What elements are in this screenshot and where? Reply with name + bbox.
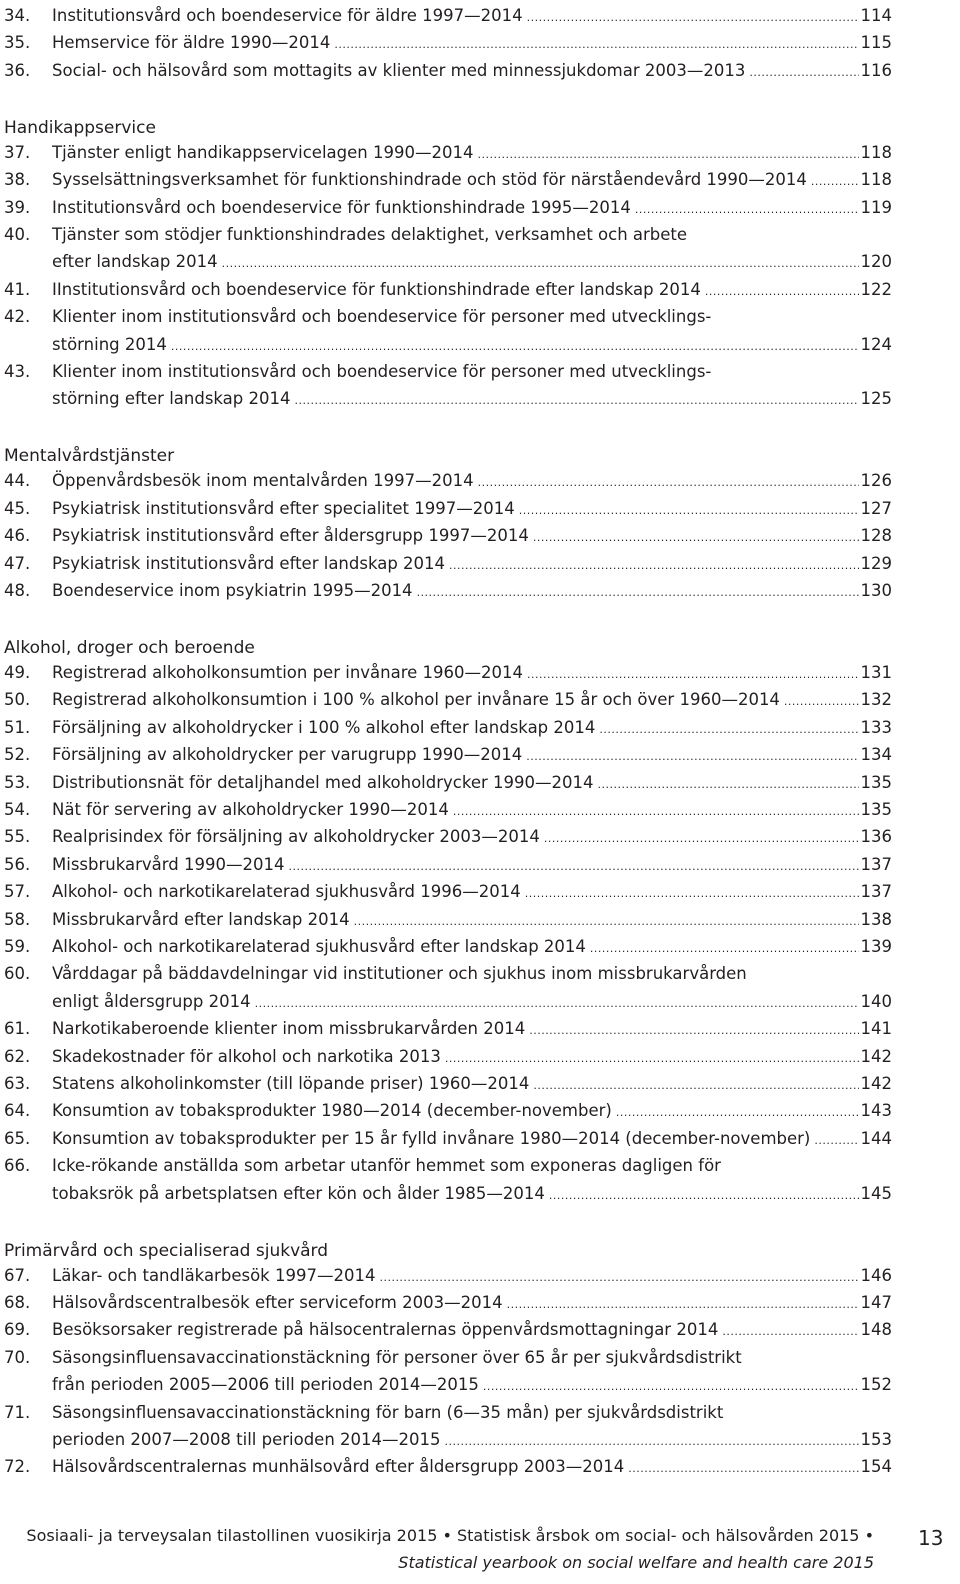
entry-title: Alkohol- och narkotikarelaterad sjukhusvård 1996—2014	[52, 882, 521, 902]
entry-page-number: 122	[860, 279, 892, 299]
dot-leader	[527, 661, 858, 688]
entry-page-number: 142	[860, 1046, 892, 1066]
entry-number: 63.	[4, 1074, 31, 1093]
toc-entry	[4, 303, 892, 330]
entry-title: Icke-rökande anställda som arbetar utanför hemmet som exponeras dagligen för	[52, 1156, 721, 1176]
entry-title: Registrerad alkoholkonsumtion per invånare 1960—2014	[52, 663, 524, 682]
entry-number: 34.	[4, 6, 31, 25]
entry-number: 39.	[4, 197, 31, 217]
entry-number: 42.	[4, 307, 31, 327]
entry-number: 67.	[4, 1265, 31, 1285]
toc-entry	[4, 823, 892, 850]
entry-line-with-leader	[52, 1453, 892, 1482]
entry-number: 71.	[4, 1402, 31, 1422]
entry-number: 58.	[4, 909, 31, 929]
entry-number: 51.	[4, 717, 31, 737]
entry-title: Psykiatrisk institutionsvård efter åldersgrupp 1997—2014	[52, 526, 529, 546]
entry-page-number: 118	[860, 170, 892, 190]
section-heading: Alkohol, droger och beroende	[4, 638, 255, 658]
dot-leader	[445, 1428, 859, 1455]
dot-leader	[590, 935, 859, 962]
entry-line-with-leader	[52, 385, 892, 414]
dot-leader	[295, 387, 859, 414]
entry-line-with-leader	[52, 659, 892, 688]
toc-entry	[4, 467, 892, 494]
entry-title: Konsumtion av tobaksprodukter 1980—2014 (december-november)	[52, 1101, 612, 1121]
toc-entry	[4, 194, 892, 221]
entry-title: IInstitutionsvård och boendeservice för funktionshindrade efter landskap 2014	[52, 279, 701, 299]
entry-line-with-leader	[52, 1262, 892, 1291]
entry-title: Tjänster enligt handikappservicelagen 1990—2014	[52, 142, 474, 162]
entry-page-number: 140	[860, 991, 892, 1011]
toc-entry	[4, 495, 892, 522]
dot-leader	[814, 1127, 858, 1154]
dot-leader	[526, 743, 858, 770]
entry-number: 52.	[4, 745, 31, 765]
toc-entry	[4, 686, 892, 713]
entry-title: Öppenvårdsbesök inom mentalvården 1997—2014	[52, 471, 474, 491]
dot-leader	[449, 552, 858, 579]
entry-title: Säsongsinfluensavaccinationstäckning för personer över 65 år per sjukvårdsdistrikt	[52, 1347, 742, 1367]
entry-line-with-leader	[52, 1289, 892, 1318]
toc-entry	[4, 878, 892, 905]
dot-leader	[722, 1318, 858, 1345]
entry-page-number: 129	[860, 553, 892, 573]
entry-line-with-leader	[52, 276, 892, 305]
entry-number: 37.	[4, 142, 31, 162]
entry-title: Hälsovårdscentralbesök efter serviceform 2003—2014	[52, 1293, 503, 1312]
toc-entry	[4, 358, 892, 385]
entry-number: 68.	[4, 1293, 31, 1312]
entry-number: 59.	[4, 937, 31, 956]
entry-line-with-leader	[52, 1316, 892, 1345]
toc-entry	[4, 659, 892, 686]
entry-line-with-leader	[52, 686, 892, 715]
entry-line-with-leader	[52, 248, 892, 277]
toc-entry	[4, 714, 892, 741]
entry-title: Nät för servering av alkoholdrycker 1990—2014	[52, 800, 449, 819]
entry-page-number: 144	[860, 1128, 892, 1148]
dot-leader	[749, 59, 858, 86]
toc-entry	[4, 57, 892, 84]
entry-page-number: 131	[860, 663, 892, 682]
entry-number: 46.	[4, 526, 31, 546]
entry-number: 60.	[4, 964, 31, 984]
entry-page-number: 118	[860, 142, 892, 162]
entry-page-number: 135	[860, 800, 892, 819]
entry-title: Klienter inom institutionsvård och boendeservice för personer med utvecklings-	[52, 362, 712, 381]
toc-entry-continuation	[4, 385, 892, 412]
entry-page-number: 143	[860, 1101, 892, 1121]
dot-leader	[599, 716, 858, 743]
entry-title: Statens alkoholinkomster (till löpande priser) 1960—2014	[52, 1074, 530, 1093]
toc-entry	[4, 1344, 892, 1371]
toc-entry	[4, 577, 892, 604]
entry-number: 41.	[4, 279, 31, 299]
toc-entry	[4, 1289, 892, 1316]
toc-entry	[4, 1070, 892, 1097]
entry-page-number: 137	[860, 882, 892, 902]
entry-title: Missbrukarvård 1990—2014	[52, 854, 285, 874]
dot-leader	[616, 1099, 859, 1126]
entry-title: från perioden 2005—2006 till perioden 2014—2015	[52, 1375, 479, 1395]
dot-leader	[255, 990, 859, 1017]
dot-leader	[453, 798, 859, 825]
entry-line-with-leader	[52, 550, 892, 579]
entry-line-with-leader	[52, 2, 892, 31]
entry-page-number: 134	[860, 745, 892, 765]
dot-leader	[222, 250, 859, 277]
entry-title: Besöksorsaker registrerade på hälsocentralernas öppenvårdsmottagningar 2014	[52, 1320, 719, 1340]
entry-page-number: 141	[860, 1019, 892, 1039]
entry-number: 50.	[4, 690, 31, 710]
toc-entry-continuation	[4, 1426, 892, 1453]
entry-title: Realprisindex för försäljning av alkoholdrycker 2003—2014	[52, 827, 540, 847]
entry-page-number: 152	[860, 1375, 892, 1395]
entry-number: 65.	[4, 1128, 31, 1148]
toc-entry	[4, 221, 892, 248]
page-number: 13	[918, 1526, 944, 1550]
footer-title-en: Statistical yearbook on social welfare and health care 2015	[398, 1553, 874, 1572]
entry-line-with-leader	[52, 933, 892, 962]
entry-page-number: 115	[860, 33, 892, 53]
dot-leader	[478, 469, 859, 496]
dot-leader	[519, 497, 859, 524]
entry-title: Klienter inom institutionsvård och boendeservice för personer med utvecklings-	[52, 307, 712, 327]
entry-number: 66.	[4, 1156, 31, 1176]
entry-line-with-leader	[52, 1043, 892, 1072]
entry-number: 62.	[4, 1046, 31, 1066]
entry-line-with-leader	[52, 1426, 892, 1455]
entry-title: Psykiatrisk institutionsvård efter landskap 2014	[52, 553, 446, 573]
entry-line-with-leader	[52, 988, 892, 1017]
toc-entry	[4, 1262, 892, 1289]
toc-entry	[4, 769, 892, 796]
entry-line-with-leader	[52, 1180, 892, 1209]
toc-entry	[4, 741, 892, 768]
entry-line-with-leader	[52, 57, 892, 86]
dot-leader	[354, 908, 859, 935]
entry-title: Psykiatrisk institutionsvård efter specialitet 1997—2014	[52, 498, 515, 518]
entry-number: 64.	[4, 1101, 31, 1121]
entry-title: Vårddagar på bäddavdelningar vid institutioner och sjukhus inom missbrukarvården	[52, 964, 747, 984]
entry-title: Social- och hälsovård som mottagits av klienter med minnessjukdomar 2003—2013	[52, 60, 746, 80]
entry-line-with-leader	[52, 1371, 892, 1400]
entry-number: 69.	[4, 1320, 31, 1340]
toc-entry-continuation	[4, 248, 892, 275]
dot-leader	[483, 1373, 859, 1400]
entry-page-number: 114	[860, 6, 892, 25]
toc-entry	[4, 166, 892, 193]
dot-leader	[527, 4, 859, 31]
entry-title: Försäljning av alkoholdrycker i 100 % alkohol efter landskap 2014	[52, 717, 596, 737]
toc-entry	[4, 1316, 892, 1343]
toc-entry-continuation	[4, 1180, 892, 1207]
entry-title: Narkotikaberoende klienter inom missbrukarvården 2014	[52, 1019, 526, 1039]
dot-leader	[445, 1045, 859, 1072]
entry-number: 55.	[4, 827, 31, 847]
toc-entry	[4, 139, 892, 166]
toc-entry	[4, 933, 892, 960]
entry-line-with-leader	[52, 166, 892, 195]
entry-number: 48.	[4, 581, 31, 600]
entry-line-with-leader	[52, 1070, 892, 1099]
page-footer	[0, 1518, 960, 1578]
entry-number: 45.	[4, 498, 31, 518]
entry-line-with-leader	[52, 522, 892, 551]
toc-entry-continuation	[4, 988, 892, 1015]
entry-page-number: 119	[860, 197, 892, 217]
entry-line-with-leader	[52, 906, 892, 935]
dot-leader	[507, 1291, 859, 1318]
entry-title: Institutionsvård och boendeservice för funktionshindrade 1995—2014	[52, 197, 631, 217]
entry-number: 53.	[4, 772, 31, 792]
toc-entry-continuation	[4, 1371, 892, 1398]
section-heading: Handikappservice	[4, 117, 156, 138]
toc-entry	[4, 1453, 892, 1480]
entry-page-number: 154	[860, 1457, 892, 1477]
entry-number: 35.	[4, 33, 31, 53]
entry-number: 70.	[4, 1347, 31, 1367]
entry-number: 44.	[4, 471, 31, 491]
entry-page-number: 145	[860, 1183, 892, 1203]
toc-entry	[4, 2, 892, 29]
entry-line-with-leader	[52, 851, 892, 880]
entry-number: 38.	[4, 170, 31, 190]
entry-page-number: 126	[860, 471, 892, 491]
dot-leader	[598, 771, 859, 798]
entry-page-number: 153	[860, 1430, 892, 1449]
toc-entry	[4, 851, 892, 878]
entry-title: Skadekostnader för alkohol och narkotika 2013	[52, 1046, 441, 1066]
entry-number: 40.	[4, 225, 31, 244]
entry-number: 61.	[4, 1019, 31, 1039]
entry-title: tobaksrök på arbetsplatsen efter kön och ålder 1985—2014	[52, 1183, 545, 1203]
dot-leader	[811, 168, 859, 195]
toc-entry	[4, 906, 892, 933]
dot-leader	[288, 853, 858, 880]
entry-number: 49.	[4, 663, 31, 682]
entry-number: 57.	[4, 882, 31, 902]
entry-line-with-leader	[52, 194, 892, 223]
section-heading: Primärvård och specialiserad sjukvård	[4, 1240, 329, 1261]
entry-page-number: 116	[860, 60, 892, 80]
entry-line-with-leader	[52, 495, 892, 524]
toc-entry	[4, 550, 892, 577]
entry-page-number: 127	[860, 498, 892, 518]
entry-number: 47.	[4, 553, 31, 573]
entry-page-number: 136	[860, 827, 892, 847]
entry-number: 36.	[4, 60, 31, 80]
toc-entry-continuation	[4, 331, 892, 358]
entry-title: Läkar- och tandläkarbesök 1997—2014	[52, 1265, 376, 1285]
entry-page-number: 138	[860, 909, 892, 929]
entry-line-with-leader	[52, 577, 892, 606]
dot-leader	[533, 1072, 858, 1099]
entry-title: störning 2014	[52, 334, 167, 354]
entry-title: efter landskap 2014	[52, 252, 218, 272]
entry-line-with-leader	[52, 769, 892, 798]
toc-entry	[4, 1097, 892, 1124]
dot-leader	[334, 31, 858, 58]
entry-title: Missbrukarvård efter landskap 2014	[52, 909, 350, 929]
entry-page-number: 120	[860, 252, 892, 272]
dot-leader	[549, 1182, 859, 1209]
entry-page-number: 128	[860, 526, 892, 546]
dot-leader	[544, 825, 859, 852]
entry-title: Hälsovårdscentralernas munhälsovård efter åldersgrupp 2003—2014	[52, 1457, 625, 1477]
entry-page-number: 124	[860, 334, 892, 354]
dot-leader	[171, 333, 859, 360]
entry-title: Konsumtion av tobaksprodukter per 15 år fylld invånare 1980—2014 (december-november)	[52, 1128, 811, 1148]
entry-page-number: 135	[860, 772, 892, 792]
entry-title: Institutionsvård och boendeservice för äldre 1997—2014	[52, 6, 523, 25]
entry-title: perioden 2007—2008 till perioden 2014—2015	[52, 1430, 441, 1449]
entry-line-with-leader	[52, 714, 892, 743]
footer-title-fi-sv: Sosiaali- ja terveysalan tilastollinen vuosikirja 2015 • Statistisk årsbok om social- och hälsovården 2015 •	[26, 1526, 874, 1545]
entry-line-with-leader	[52, 1015, 892, 1044]
entry-title: Boendeservice inom psykiatrin 1995—2014	[52, 581, 413, 600]
entry-number: 54.	[4, 800, 31, 819]
toc-entry	[4, 522, 892, 549]
entry-title: Hemservice för äldre 1990—2014	[52, 33, 331, 53]
entry-title: störning efter landskap 2014	[52, 389, 291, 409]
entry-title: Alkohol- och narkotikarelaterad sjukhusvård efter landskap 2014	[52, 937, 586, 956]
toc-entry	[4, 1125, 892, 1152]
dot-leader	[628, 1455, 858, 1482]
dot-leader	[525, 880, 859, 907]
entry-line-with-leader	[52, 29, 892, 58]
entry-page-number: 146	[860, 1265, 892, 1285]
dot-leader	[477, 141, 858, 168]
entry-page-number: 132	[860, 690, 892, 710]
entry-line-with-leader	[52, 139, 892, 168]
dot-leader	[529, 1017, 858, 1044]
entry-line-with-leader	[52, 467, 892, 496]
entry-page-number: 133	[860, 717, 892, 737]
toc-entry	[4, 1399, 892, 1426]
entry-title: enligt åldersgrupp 2014	[52, 991, 251, 1011]
dot-leader	[635, 196, 859, 223]
entry-page-number: 125	[860, 389, 892, 409]
dot-leader	[705, 278, 859, 305]
dot-leader	[784, 688, 859, 715]
toc-entry	[4, 29, 892, 56]
entry-page-number: 148	[860, 1320, 892, 1340]
entry-number: 72.	[4, 1457, 31, 1477]
toc-entry	[4, 960, 892, 987]
entry-page-number: 147	[860, 1293, 892, 1312]
entry-title: Säsongsinfluensavaccinationstäckning för barn (6—35 mån) per sjukvårdsdistrikt	[52, 1402, 724, 1422]
dot-leader	[417, 579, 859, 606]
section-heading: Mentalvårdstjänster	[4, 446, 175, 467]
entry-number: 43.	[4, 362, 31, 381]
toc-entry	[4, 1043, 892, 1070]
entry-line-with-leader	[52, 823, 892, 852]
toc-entry	[4, 796, 892, 823]
dot-leader	[379, 1264, 858, 1291]
entry-page-number: 142	[860, 1074, 892, 1093]
entry-page-number: 137	[860, 854, 892, 874]
entry-page-number: 130	[860, 581, 892, 600]
entry-page-number: 139	[860, 937, 892, 956]
entry-title: Distributionsnät för detaljhandel med alkoholdrycker 1990—2014	[52, 772, 594, 792]
entry-title: Tjänster som stödjer funktionshindrades delaktighet, verksamhet och arbete	[52, 225, 688, 244]
entry-title: Sysselsättningsverksamhet för funktionshindrade och stöd för närståendevård 1990—2014	[52, 170, 807, 190]
entry-title: Registrerad alkoholkonsumtion i 100 % alkohol per invånare 15 år och över 1960—2014	[52, 690, 780, 710]
entry-line-with-leader	[52, 1097, 892, 1126]
entry-line-with-leader	[52, 878, 892, 907]
toc-entry	[4, 1152, 892, 1179]
dot-leader	[533, 524, 859, 551]
entry-title: Försäljning av alkoholdrycker per varugrupp 1990—2014	[52, 745, 523, 765]
toc-entry	[4, 276, 892, 303]
entry-line-with-leader	[52, 1125, 892, 1154]
entry-line-with-leader	[52, 796, 892, 825]
entry-line-with-leader	[52, 741, 892, 770]
entry-line-with-leader	[52, 331, 892, 360]
toc-entry	[4, 1015, 892, 1042]
entry-number: 56.	[4, 854, 31, 874]
